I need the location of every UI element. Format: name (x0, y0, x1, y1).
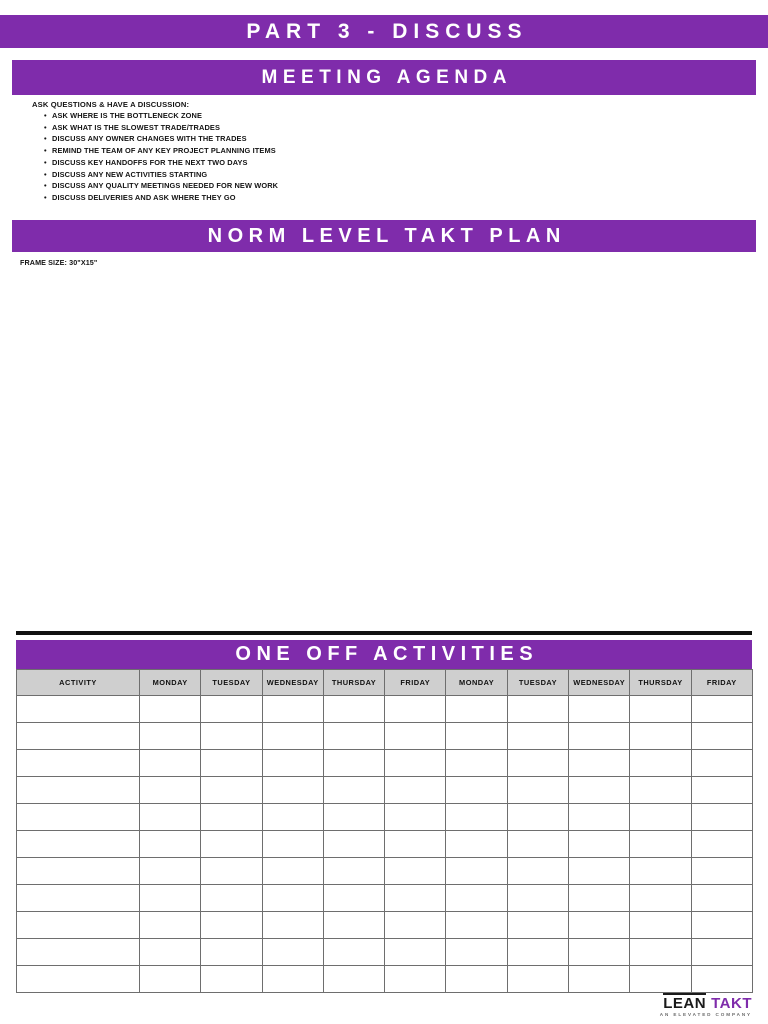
agenda-bullet-list (32, 110, 452, 204)
day-cell[interactable] (691, 750, 752, 777)
day-cell[interactable] (201, 777, 262, 804)
day-cell[interactable] (140, 777, 201, 804)
agenda-list-item (44, 122, 452, 134)
day-cell[interactable] (630, 777, 691, 804)
table-column-header: WEDNESDAY (569, 670, 630, 696)
bullet-icon: • (44, 169, 47, 179)
table-row (17, 966, 753, 993)
day-cell[interactable] (446, 831, 507, 858)
agenda-list-item (44, 192, 452, 204)
day-cell[interactable] (446, 885, 507, 912)
day-cell[interactable] (140, 939, 201, 966)
logo-wordmark (660, 993, 752, 1011)
logo-takt-text: TAKT (711, 995, 752, 1013)
day-cell[interactable] (262, 885, 323, 912)
table-column-header: FRIDAY (385, 670, 446, 696)
activity-cell[interactable] (17, 885, 140, 912)
day-cell[interactable] (385, 777, 446, 804)
activity-cell[interactable] (17, 750, 140, 777)
bullet-icon: • (44, 122, 47, 132)
day-cell[interactable] (323, 750, 384, 777)
activity-cell[interactable] (17, 966, 140, 993)
table-column-header: FRIDAY (691, 670, 752, 696)
day-cell[interactable] (140, 966, 201, 993)
agenda-list-item (44, 169, 452, 181)
agenda-list-item-label: DISCUSS KEY HANDOFFS FOR THE NEXT TWO DAYS (52, 157, 248, 167)
day-cell[interactable] (630, 966, 691, 993)
day-cell[interactable] (140, 831, 201, 858)
day-cell[interactable] (507, 831, 568, 858)
table-row (17, 804, 753, 831)
table-column-header: TUESDAY (201, 670, 262, 696)
day-cell[interactable] (691, 939, 752, 966)
day-cell[interactable] (569, 939, 630, 966)
day-cell[interactable] (323, 831, 384, 858)
day-cell[interactable] (201, 912, 262, 939)
table-column-header: TUESDAY (507, 670, 568, 696)
bullet-icon: • (44, 192, 47, 202)
day-cell[interactable] (385, 858, 446, 885)
table-row (17, 939, 753, 966)
day-cell[interactable] (446, 858, 507, 885)
day-cell[interactable] (507, 939, 568, 966)
day-cell[interactable] (201, 750, 262, 777)
day-cell[interactable] (385, 804, 446, 831)
day-cell[interactable] (630, 885, 691, 912)
table-column-header: ACTIVITY (17, 670, 140, 696)
day-cell[interactable] (323, 885, 384, 912)
day-cell[interactable] (507, 723, 568, 750)
activity-cell[interactable] (17, 804, 140, 831)
day-cell[interactable] (630, 939, 691, 966)
day-cell[interactable] (630, 858, 691, 885)
day-cell[interactable] (569, 885, 630, 912)
activity-cell[interactable] (17, 777, 140, 804)
agenda-heading: ASK QUESTIONS & HAVE A DISCUSSION: (32, 100, 190, 109)
day-cell[interactable] (201, 831, 262, 858)
day-cell[interactable] (140, 912, 201, 939)
one-off-activities-table (16, 669, 753, 993)
day-cell[interactable] (201, 723, 262, 750)
agenda-list-item-label: ASK WHERE IS THE BOTTLENECK ZONE (52, 111, 203, 120)
table-row (17, 750, 753, 777)
activity-cell[interactable] (17, 831, 140, 858)
day-cell[interactable] (691, 885, 752, 912)
day-cell[interactable] (569, 723, 630, 750)
day-cell[interactable] (507, 696, 568, 723)
meeting-agenda-banner: MEETING AGENDA (12, 60, 756, 95)
day-cell[interactable] (446, 696, 507, 723)
part-title-banner: PART 3 - DISCUSS (0, 15, 768, 48)
day-cell[interactable] (323, 912, 384, 939)
agenda-list-item-label: DISCUSS DELIVERIES AND ASK WHERE THEY GO (52, 192, 236, 202)
day-cell[interactable] (446, 939, 507, 966)
day-cell[interactable] (507, 912, 568, 939)
table-row (17, 723, 753, 750)
day-cell[interactable] (140, 696, 201, 723)
agenda-list-item (44, 133, 452, 145)
bullet-icon: • (44, 181, 47, 191)
day-cell[interactable] (691, 804, 752, 831)
logo-tagline: AN ELEVATED COMPANY (659, 1012, 752, 1018)
day-cell[interactable] (569, 858, 630, 885)
day-cell[interactable] (507, 777, 568, 804)
day-cell[interactable] (385, 939, 446, 966)
day-cell[interactable] (569, 912, 630, 939)
day-cell[interactable] (385, 966, 446, 993)
day-cell[interactable] (323, 966, 384, 993)
day-cell[interactable] (569, 966, 630, 993)
day-cell[interactable] (507, 804, 568, 831)
day-cell[interactable] (262, 831, 323, 858)
day-cell[interactable] (201, 804, 262, 831)
one-off-activities-banner: ONE OFF ACTIVITIES (16, 640, 752, 669)
table-row (17, 912, 753, 939)
day-cell[interactable] (323, 939, 384, 966)
day-cell[interactable] (691, 966, 752, 993)
day-cell[interactable] (201, 939, 262, 966)
day-cell[interactable] (691, 777, 752, 804)
section-divider-rule (16, 631, 752, 635)
day-cell[interactable] (507, 858, 568, 885)
day-cell[interactable] (630, 696, 691, 723)
day-cell[interactable] (262, 858, 323, 885)
day-cell[interactable] (630, 912, 691, 939)
day-cell[interactable] (385, 723, 446, 750)
agenda-list-item (44, 145, 452, 157)
day-cell[interactable] (630, 750, 691, 777)
day-cell[interactable] (201, 966, 262, 993)
day-cell[interactable] (140, 858, 201, 885)
table-row (17, 777, 753, 804)
agenda-content (32, 99, 452, 204)
day-cell[interactable] (201, 858, 262, 885)
day-cell[interactable] (385, 885, 446, 912)
agenda-list-item-label: DISCUSS ANY QUALITY MEETINGS NEEDED FOR NEW WORK (52, 181, 279, 191)
activity-cell[interactable] (17, 912, 140, 939)
agenda-list-item (44, 157, 452, 169)
day-cell[interactable] (201, 696, 262, 723)
day-cell[interactable] (385, 750, 446, 777)
day-cell[interactable] (323, 723, 384, 750)
day-cell[interactable] (385, 912, 446, 939)
table-column-header: THURSDAY (630, 670, 691, 696)
day-cell[interactable] (569, 777, 630, 804)
day-cell[interactable] (691, 696, 752, 723)
day-cell[interactable] (446, 966, 507, 993)
day-cell[interactable] (446, 777, 507, 804)
day-cell[interactable] (385, 696, 446, 723)
table-body (17, 696, 753, 993)
day-cell[interactable] (446, 723, 507, 750)
bullet-icon: • (44, 111, 47, 120)
day-cell[interactable] (446, 750, 507, 777)
agenda-list-item (44, 180, 452, 192)
table-row (17, 885, 753, 912)
day-cell[interactable] (630, 723, 691, 750)
table-row (17, 858, 753, 885)
day-cell[interactable] (446, 912, 507, 939)
activity-cell[interactable] (17, 939, 140, 966)
day-cell[interactable] (323, 804, 384, 831)
activity-cell[interactable] (17, 696, 140, 723)
day-cell[interactable] (323, 696, 384, 723)
table-row (17, 696, 753, 723)
day-cell[interactable] (201, 885, 262, 912)
day-cell[interactable] (569, 696, 630, 723)
day-cell[interactable] (630, 804, 691, 831)
day-cell[interactable] (262, 912, 323, 939)
day-cell[interactable] (140, 723, 201, 750)
day-cell[interactable] (691, 858, 752, 885)
agenda-list-item (44, 110, 452, 122)
norm-level-takt-plan-banner: NORM LEVEL TAKT PLAN (12, 220, 756, 252)
agenda-list-item-label: REMIND THE TEAM OF ANY KEY PROJECT PLANNING ITEMS (52, 146, 276, 156)
bullet-icon: • (44, 157, 47, 167)
day-cell[interactable] (691, 912, 752, 939)
lean-takt-logo (660, 993, 752, 1018)
day-cell[interactable] (507, 966, 568, 993)
day-cell[interactable] (446, 804, 507, 831)
table-column-header: MONDAY (446, 670, 507, 696)
day-cell[interactable] (691, 831, 752, 858)
day-cell[interactable] (385, 831, 446, 858)
day-cell[interactable] (323, 777, 384, 804)
day-cell[interactable] (262, 723, 323, 750)
table-row (17, 831, 753, 858)
day-cell[interactable] (323, 858, 384, 885)
day-cell[interactable] (262, 804, 323, 831)
takt-plan-placeholder-area (12, 270, 756, 625)
day-cell[interactable] (569, 804, 630, 831)
agenda-list-item-label: ASK WHAT IS THE SLOWEST TRADE/TRADES (52, 122, 221, 132)
day-cell[interactable] (569, 750, 630, 777)
frame-size-note: FRAME SIZE: 30"X15" (20, 258, 98, 267)
table-column-header: THURSDAY (323, 670, 384, 696)
agenda-list-item-label: DISCUSS ANY OWNER CHANGES WITH THE TRADES (52, 134, 247, 144)
day-cell[interactable] (691, 723, 752, 750)
activity-cell[interactable] (17, 723, 140, 750)
day-cell[interactable] (262, 939, 323, 966)
activity-cell[interactable] (17, 858, 140, 885)
day-cell[interactable] (262, 696, 323, 723)
day-cell[interactable] (507, 750, 568, 777)
day-cell[interactable] (569, 831, 630, 858)
day-cell[interactable] (262, 966, 323, 993)
day-cell[interactable] (630, 831, 691, 858)
day-cell[interactable] (262, 777, 323, 804)
table-header-row (17, 670, 753, 696)
table-column-header: WEDNESDAY (262, 670, 323, 696)
day-cell[interactable] (140, 750, 201, 777)
day-cell[interactable] (140, 804, 201, 831)
bullet-icon: • (44, 134, 47, 144)
bullet-icon: • (44, 146, 47, 156)
table-column-header: MONDAY (140, 670, 201, 696)
day-cell[interactable] (262, 750, 323, 777)
logo-lean-text: LEAN (663, 995, 707, 1013)
day-cell[interactable] (140, 885, 201, 912)
agenda-list-item-label: DISCUSS ANY NEW ACTIVITIES STARTING (52, 169, 208, 179)
day-cell[interactable] (507, 885, 568, 912)
